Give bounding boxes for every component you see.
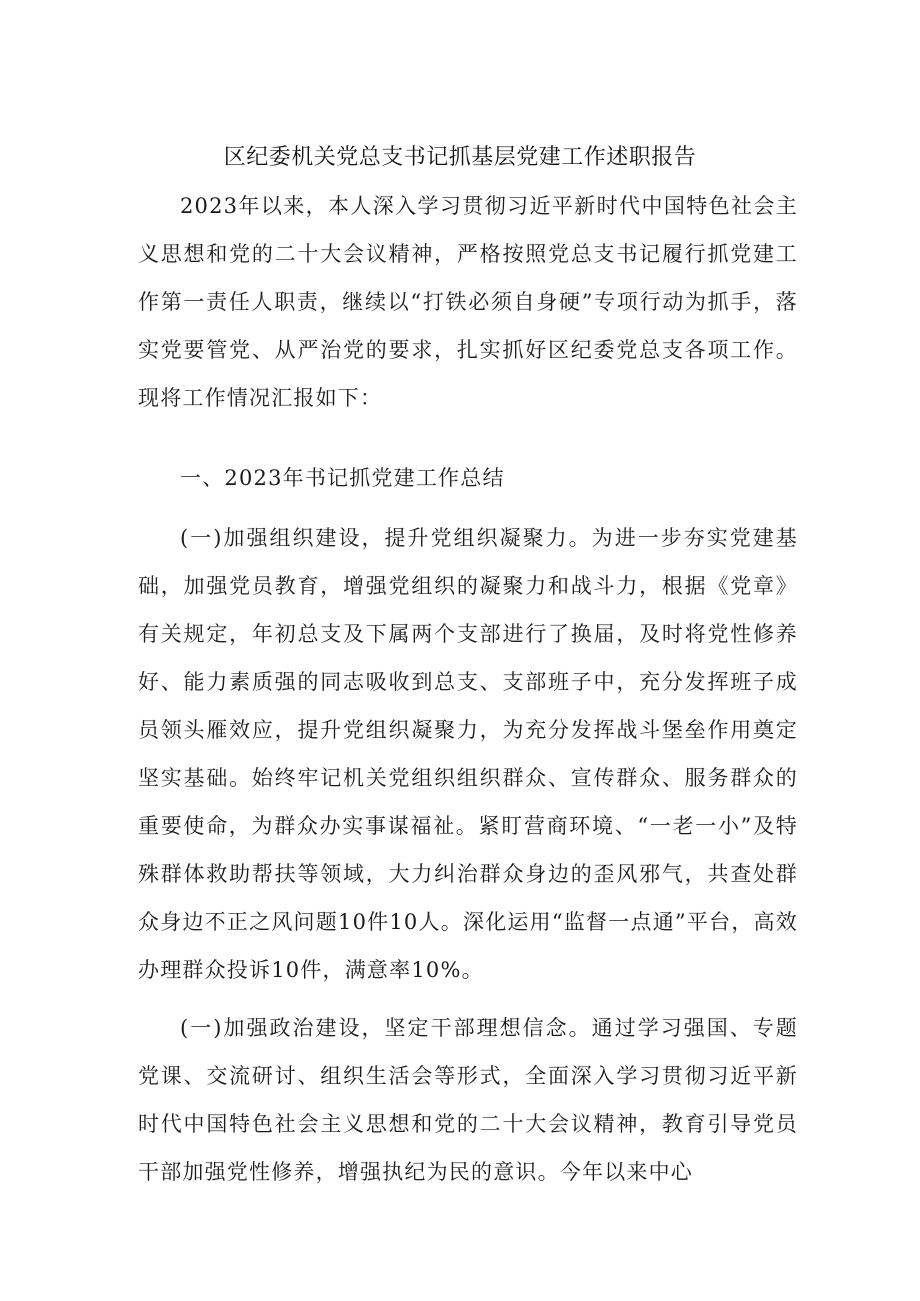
intro-paragraph: 2023年以来，本人深入学习贯彻习近平新时代中国特色社会主义思想和党的二十大会议精神，严格按照党总支书记履行抓党建工作第一责任人职责，继续以“打铁必须自身硬”专项行动为抓手，落实党要管党、从严治党的要求，扎实抓好区纪委党总支各项工作。现将工作情况汇报如下：	[138, 194, 798, 410]
body-paragraph-politics: (一)加强政治建设，坚定干部理想信念。通过学习强国、专题党课、交流研讨、组织生活会等形式，全面深入学习贯彻习近平新时代中国特色社会主义思想和党的二十大会议精神，教育引导党员干部加强党性修养，增强执纪为民的意识。今年以来中心	[138, 1016, 798, 1184]
document-title: 区纪委机关党总支书记抓基层党建工作述职报告	[223, 145, 697, 170]
body-paragraph-organization: (一)加强组织建设，提升党组织凝聚力。为进一步夯实党建基础，加强党员教育，增强党组织的凝聚力和战斗力，根据《党章》有关规定，年初总支及下属两个支部进行了换届，及时将党性修养好、能力素质强的同志吸收到总支、支部班子中，充分发挥班子成员领头雁效应，提升党组织凝聚力，为充分发挥战斗堡垒作用奠定坚实基础。始终牢记机关党组织组织群众、宣传群众、服务群众的重要使命，为群众办实事谋福祉。紧盯营商环境、“一老一小”及特殊群体救助帮扶等领域，大力纠治群众身边的歪风邪气，共查处群众身边不正之风问题10件10人。深化运用“监督一点通”平台，高效办理群众投诉10件，满意率10%。	[138, 526, 798, 982]
section-heading: 一、2023年书记抓党建工作总结	[180, 466, 505, 490]
